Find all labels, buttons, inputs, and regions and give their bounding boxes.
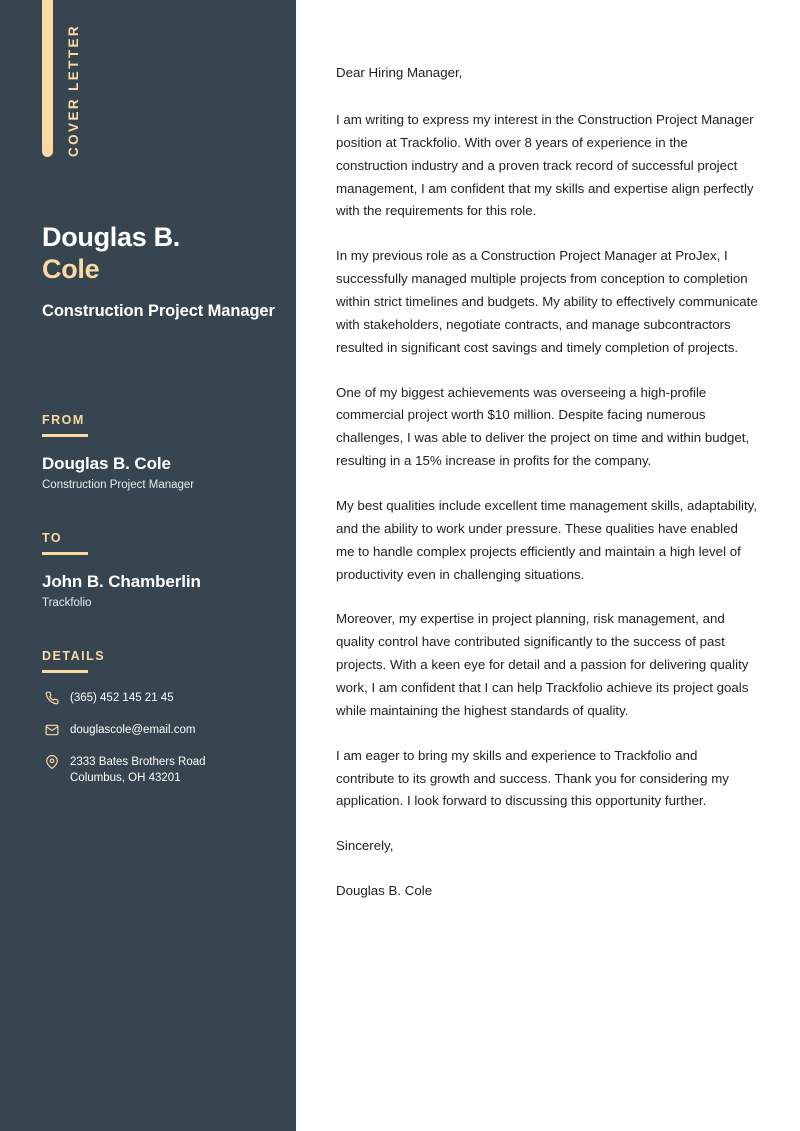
phone-icon bbox=[42, 690, 61, 707]
address-line-2: Columbus, OH 43201 bbox=[70, 772, 181, 785]
details-heading-rule bbox=[42, 670, 88, 673]
applicant-first-name: Douglas B. bbox=[42, 222, 181, 252]
to-name: John B. Chamberlin bbox=[42, 572, 201, 591]
contact-address-row bbox=[42, 754, 287, 787]
name-block bbox=[42, 222, 282, 322]
to-heading-rule bbox=[42, 552, 88, 555]
letter-salutation: Dear Hiring Manager, bbox=[336, 65, 463, 80]
from-name: Douglas B. Cole bbox=[42, 454, 171, 473]
from-heading: FROM bbox=[42, 413, 85, 427]
applicant-job-title: Construction Project Manager bbox=[42, 301, 275, 320]
letter-body bbox=[296, 0, 800, 1131]
letter-closing: Sincerely, bbox=[336, 838, 394, 854]
contact-email-row bbox=[42, 722, 287, 739]
contact-address-text bbox=[70, 754, 206, 787]
to-heading: TO bbox=[42, 531, 63, 545]
from-heading-rule bbox=[42, 434, 88, 437]
applicant-last-name: Cole bbox=[42, 253, 100, 284]
to-section bbox=[42, 531, 287, 609]
envelope-icon bbox=[42, 722, 61, 739]
letter-paragraph: Moreover, my expertise in project planning, risk management, and quality control have contributed significantly to the success of past projects. With a keen eye for detail and a passion for delivering quality work, I am confident that I can help Trackfolio achieve its project goals while maintaining the highest standards of quality. bbox=[336, 611, 749, 718]
letter-signature: Douglas B. Cole bbox=[336, 883, 433, 899]
cover-letter-vertical-label: COVER LETTER bbox=[66, 23, 81, 157]
letter-paragraph: I am eager to bring my skills and experience to Trackfolio and contribute to its growth and success. Thank you for considering my application. I look forward to discussing this opportunity further. bbox=[336, 747, 729, 809]
from-subtitle: Construction Project Manager bbox=[42, 479, 195, 491]
contact-phone-text: (365) 452 145 21 45 bbox=[70, 692, 174, 704]
letter-paragraph: My best qualities include excellent time management skills, adaptability, and the ability to work under pressure. These qualities have enabled me to handle complex projects efficiently and maintain a high level of productivity even in challenging situations. bbox=[336, 498, 758, 582]
letter-paragraph: One of my biggest achievements was overseeing a high-profile commercial project worth $10 million. Despite facing numerous challenges, I was able to deliver the project on time and within budget, resulting in a 15% increase in profits for the company. bbox=[336, 384, 750, 469]
contact-list bbox=[42, 690, 287, 787]
details-heading: DETAILS bbox=[42, 649, 106, 663]
letter-paragraph: I am writing to express my interest in the Construction Project Manager position at Trackfolio. With over 8 years of experience in the construction industry and a proven track record of successful project management, I am confident that my skills and expertise align perfectly with the requirements for this role. bbox=[336, 112, 754, 219]
sidebar bbox=[0, 0, 296, 1131]
from-section bbox=[42, 413, 287, 491]
location-pin-icon bbox=[42, 754, 61, 771]
contact-email-text: douglascole@email.com bbox=[70, 724, 196, 736]
contact-phone-row bbox=[42, 690, 287, 707]
address-line-1: 2333 Bates Brothers Road bbox=[70, 756, 206, 768]
to-subtitle: Trackfolio bbox=[42, 597, 92, 609]
details-section bbox=[42, 649, 287, 802]
letter-paragraph: In my previous role as a Construction Project Manager at ProJex, I successfully managed multiple projects from conception to completion within strict timelines and budgets. My ability to effectively communicate with stakeholders, negotiate contracts, and manage subcontractors resulted in significant cost savings and timely completion of projects. bbox=[336, 248, 758, 355]
letter-content bbox=[336, 62, 759, 901]
accent-bar bbox=[42, 0, 53, 157]
